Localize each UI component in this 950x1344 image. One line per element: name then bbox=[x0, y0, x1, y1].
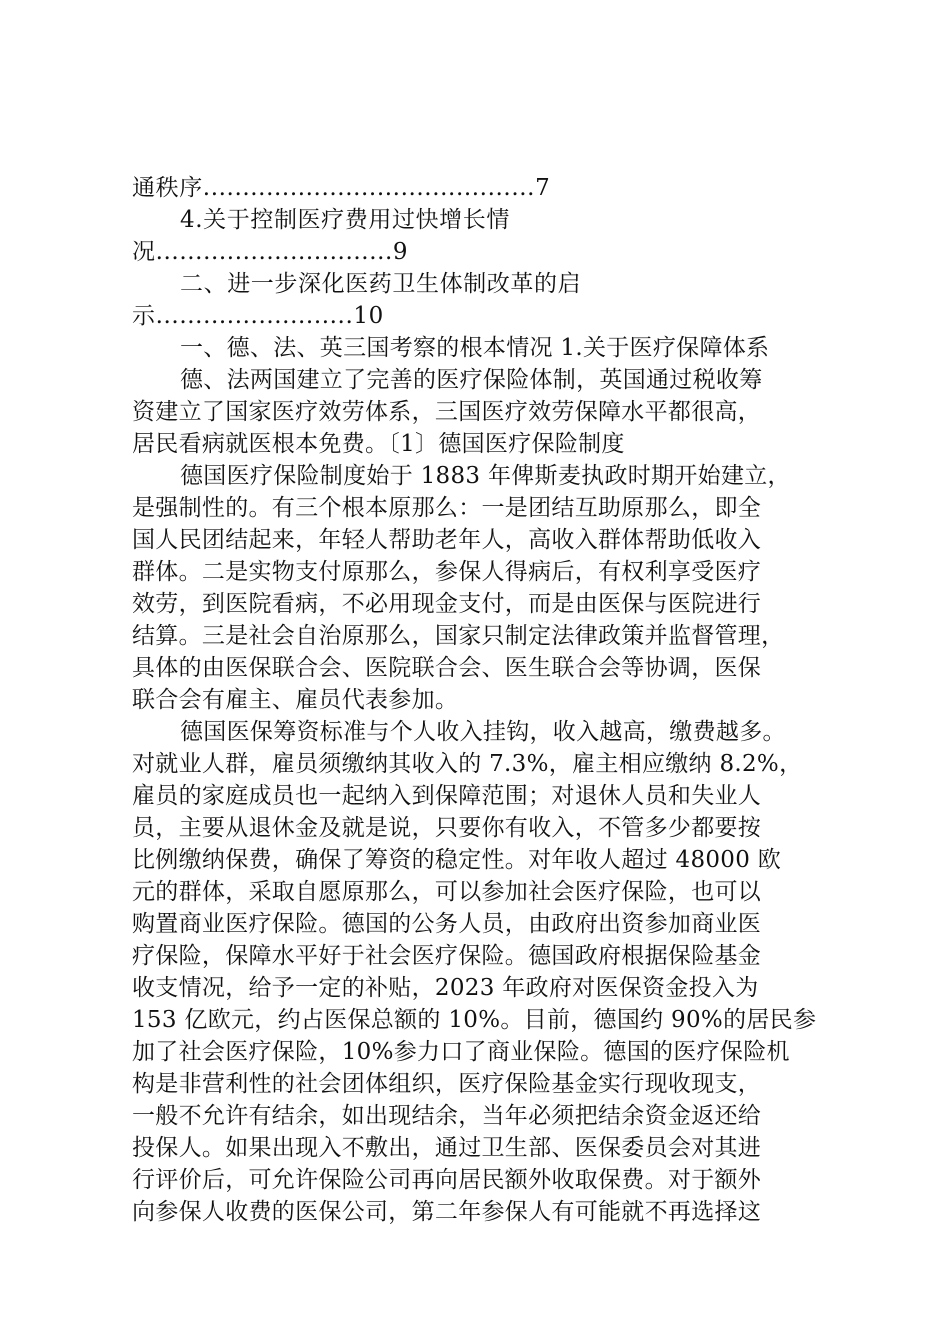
body-line: 收支情况，给予一定的补贴，2023 年政府对医保资金投入为 bbox=[132, 975, 759, 1001]
body-line: 德、法两国建立了完善的医疗保险体制，英国通过税收筹 bbox=[180, 367, 763, 393]
toc-line: 况..............................9 bbox=[132, 239, 409, 265]
body-line: 153 亿欧元，约占医保总额的 10%。目前，德国约 90%的居民参 bbox=[132, 1007, 817, 1033]
body-line: 是强制性的。有三个根本原那么：一是团结互助原那么，即全 bbox=[132, 495, 762, 521]
toc-line: 二、进一步深化医药卫生体制改革的启 bbox=[180, 271, 582, 297]
body-line: 群体。二是实物支付原那么，参保人得病后，有权利享受医疗 bbox=[132, 559, 762, 585]
body-line: 德国医疗保险制度始于 1883 年俾斯麦执政时期开始建立， bbox=[180, 463, 791, 489]
body-line: 一般不允许有结余，如出现结余，当年必须把结余资金返还给 bbox=[132, 1103, 762, 1129]
body-line: 购置商业医疗保险。德国的公务人员，由政府出资参加商业医 bbox=[132, 911, 762, 937]
body-line: 国人民团结起来，年轻人帮助老年人，高收入群体帮助低收入 bbox=[132, 527, 762, 553]
body-line: 元的群体，采取自愿原那么，可以参加社会医疗保险，也可以 bbox=[132, 879, 762, 905]
toc-line: 通秩序..........................................7 bbox=[132, 175, 551, 201]
body-line: 具体的由医保联合会、医院联合会、医生联合会等协调，医保 bbox=[132, 655, 762, 681]
body-line: 对就业人群，雇员须缴纳其收入的 7.3%，雇主相应缴纳 8.2%， bbox=[132, 751, 803, 777]
body-line: 行评价后，可允许保险公司再向居民额外收取保费。对于额外 bbox=[132, 1167, 762, 1193]
body-line: 结算。三是社会自治原那么，国家只制定法律政策并监督管理， bbox=[132, 623, 785, 649]
body-line: 联合会有雇主、雇员代表参加。 bbox=[132, 687, 459, 713]
section-heading: 一、德、法、英三国考察的根本情况 1.关于医疗保障体系 bbox=[180, 335, 770, 361]
toc-line: 示.........................10 bbox=[132, 303, 384, 329]
body-line: 疗保险，保障水平好于社会医疗保险。德国政府根据保险基金 bbox=[132, 943, 762, 969]
body-line: 雇员的家庭成员也一起纳入到保障范围；对退休人员和失业人 bbox=[132, 783, 762, 809]
body-line: 员，主要从退休金及就是说，只要你有收入，不管多少都要按 bbox=[132, 815, 762, 841]
body-line: 资建立了国家医疗效劳体系，三国医疗效劳保障水平都很高， bbox=[132, 399, 762, 425]
body-line: 居民看病就医根本免费。〔1〕德国医疗保险制度 bbox=[132, 431, 625, 457]
body-line: 加了社会医疗保险，10%参力口了商业保险。德国的医疗保险机 bbox=[132, 1039, 790, 1065]
body-line: 效劳，到医院看病，不必用现金支付，而是由医保与医院进行 bbox=[132, 591, 762, 617]
body-line: 构是非营利性的社会团体组织，医疗保险基金实行现收现支， bbox=[132, 1071, 762, 1097]
toc-line: 4.关于控制医疗费用过快增长情 bbox=[180, 207, 510, 233]
body-line: 投保人。如果出现入不敷出，通过卫生部、医保委员会对其进 bbox=[132, 1135, 762, 1161]
body-line: 比例缴纳保费，确保了筹资的稳定性。对年收人超过 48000 欧 bbox=[132, 847, 782, 873]
body-line: 德国医保筹资标准与个人收入挂钩，收入越高，缴费越多。 bbox=[180, 719, 786, 745]
body-line: 向参保人收费的医保公司，第二年参保人有可能就不再选择这 bbox=[132, 1199, 762, 1225]
